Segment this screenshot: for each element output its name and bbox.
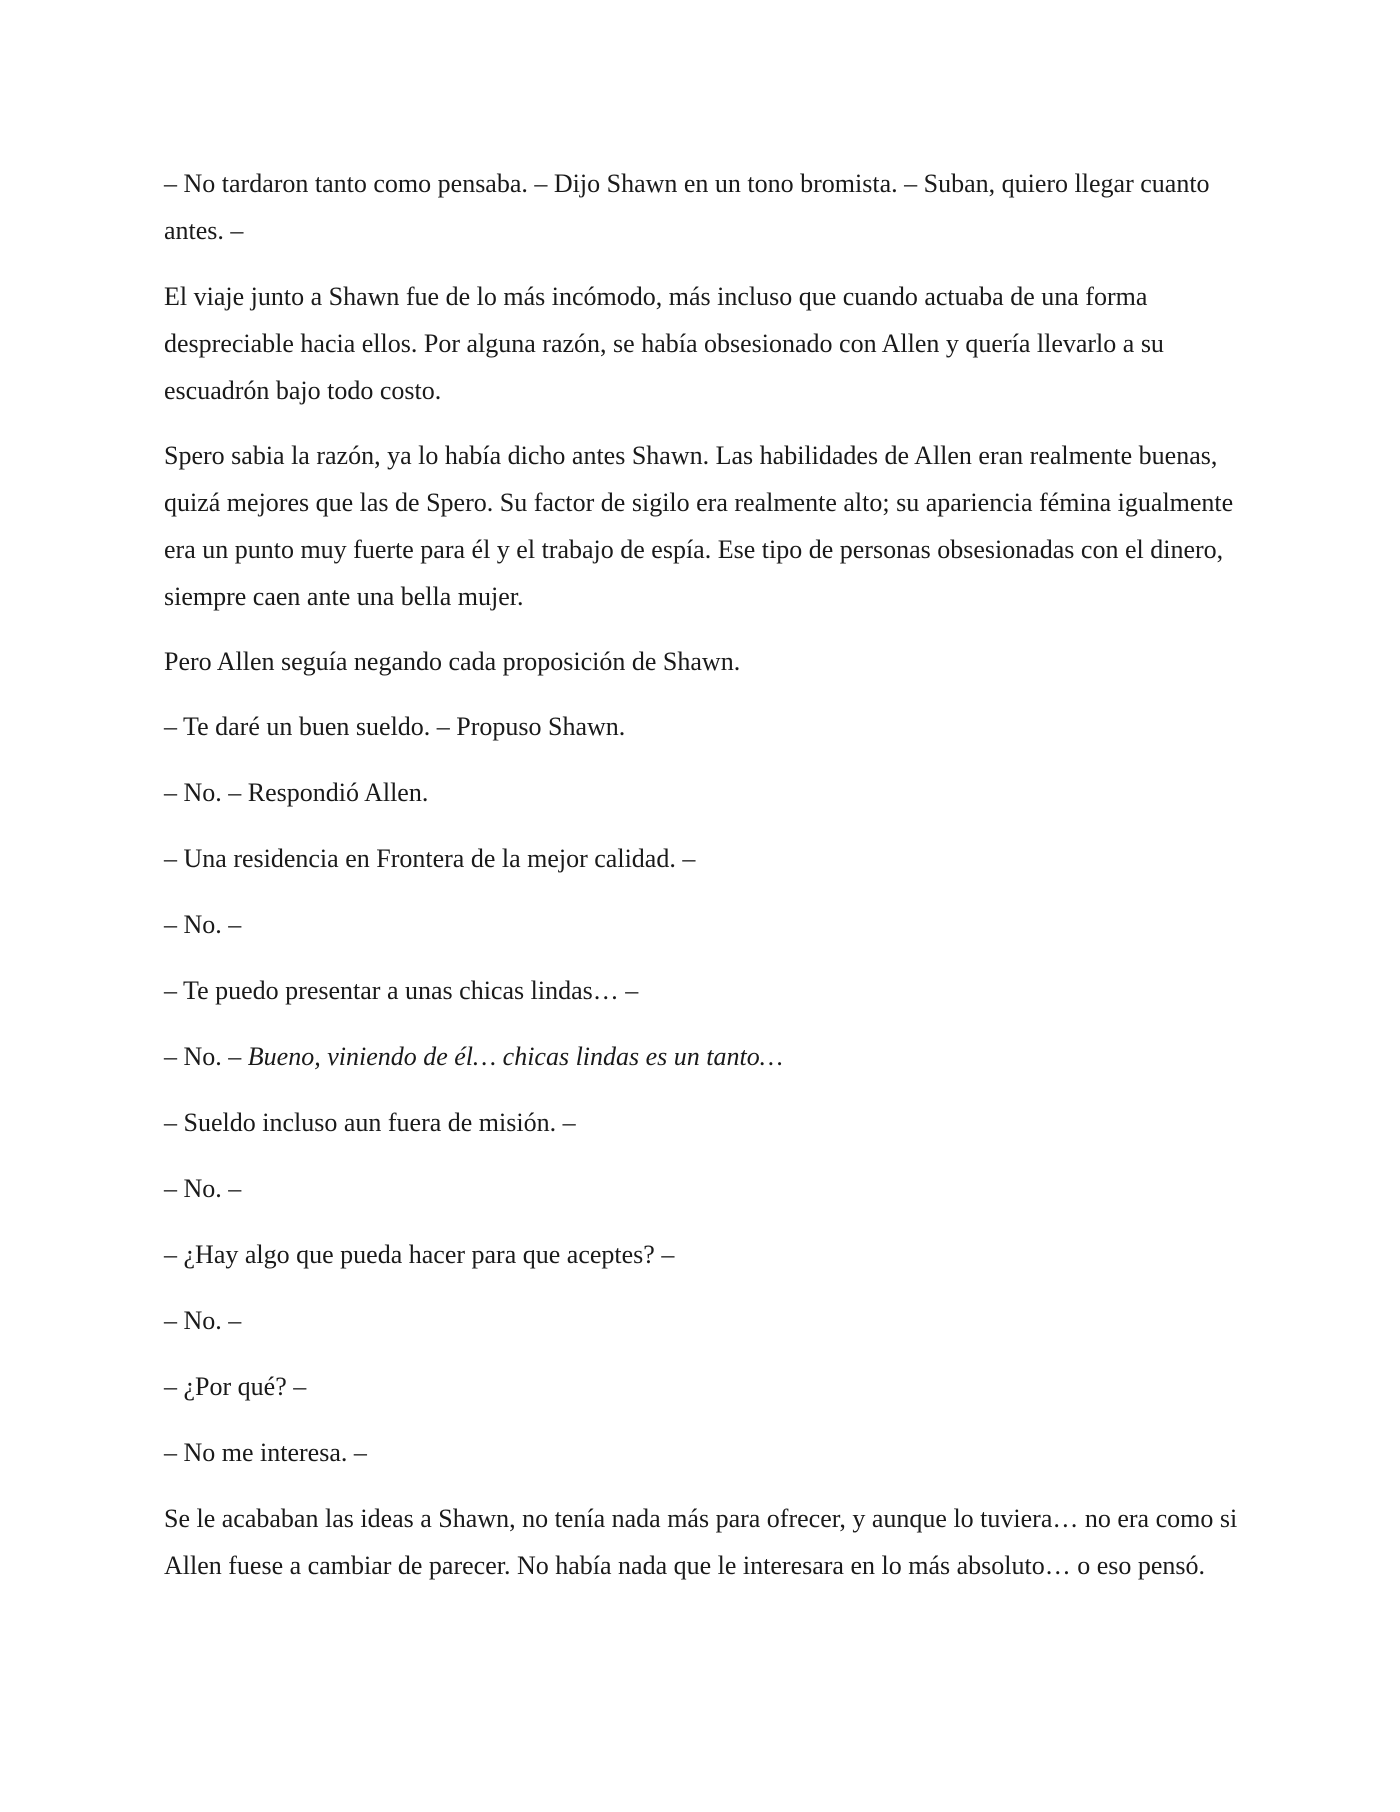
paragraph-5: – Te daré un buen sueldo. – Propuso Shawn.: [164, 712, 626, 741]
paragraph-4: Pero Allen seguía negando cada proposición de Shawn.: [164, 647, 741, 676]
paragraph-17: Se le acababan las ideas a Shawn, no tenía nada más para ofrecer, y aunque lo tuviera… no era como si Allen fuese a cambiar de parecer. No había nada que le interesara en lo más absoluto… o eso pensó.: [164, 1504, 1238, 1580]
paragraph-12: – No. –: [164, 1174, 242, 1203]
paragraph-10: [164, 1033, 1244, 1080]
paragraph-15: – ¿Por qué? –: [164, 1372, 307, 1401]
paragraph-6: – No. – Respondió Allen.: [164, 778, 429, 807]
paragraph-2: El viaje junto a Shawn fue de lo más incómodo, más incluso que cuando actuaba de una forma despreciable hacia ellos. Por alguna razón, se había obsesionado con Allen y quería llevarlo a su escuadrón bajo todo costo.: [164, 282, 1164, 405]
paragraph-7: – Una residencia en Frontera de la mejor calidad. –: [164, 844, 696, 873]
paragraph-8: – No. –: [164, 910, 242, 939]
paragraph-16: – No me interesa. –: [164, 1438, 367, 1467]
paragraph-14: – No. –: [164, 1306, 242, 1335]
paragraph-11: – Sueldo incluso aun fuera de misión. –: [164, 1108, 576, 1137]
paragraph-13: – ¿Hay algo que pueda hacer para que aceptes? –: [164, 1240, 675, 1269]
document-body: [164, 160, 1244, 1607]
paragraph-1: – No tardaron tanto como pensaba. – Dijo Shawn en un tono bromista. – Suban, quiero llegar cuanto antes. –: [164, 169, 1210, 245]
paragraph-10-dialogue: – No. –: [164, 1042, 248, 1071]
paragraph-9: – Te puedo presentar a unas chicas lindas… –: [164, 976, 639, 1005]
paragraph-3: Spero sabia la razón, ya lo había dicho antes Shawn. Las habilidades de Allen eran realmente buenas, quizá mejores que las de Spero. Su factor de sigilo era realmente alto; su apariencia fémina igualmente era un punto muy fuerte para él y el trabajo de espía. Ese tipo de personas obsesionadas con el dinero, siempre caen ante una bella mujer.: [164, 441, 1234, 611]
paragraph-10-thought: Bueno, viniendo de él… chicas lindas es un tanto…: [247, 1042, 783, 1071]
